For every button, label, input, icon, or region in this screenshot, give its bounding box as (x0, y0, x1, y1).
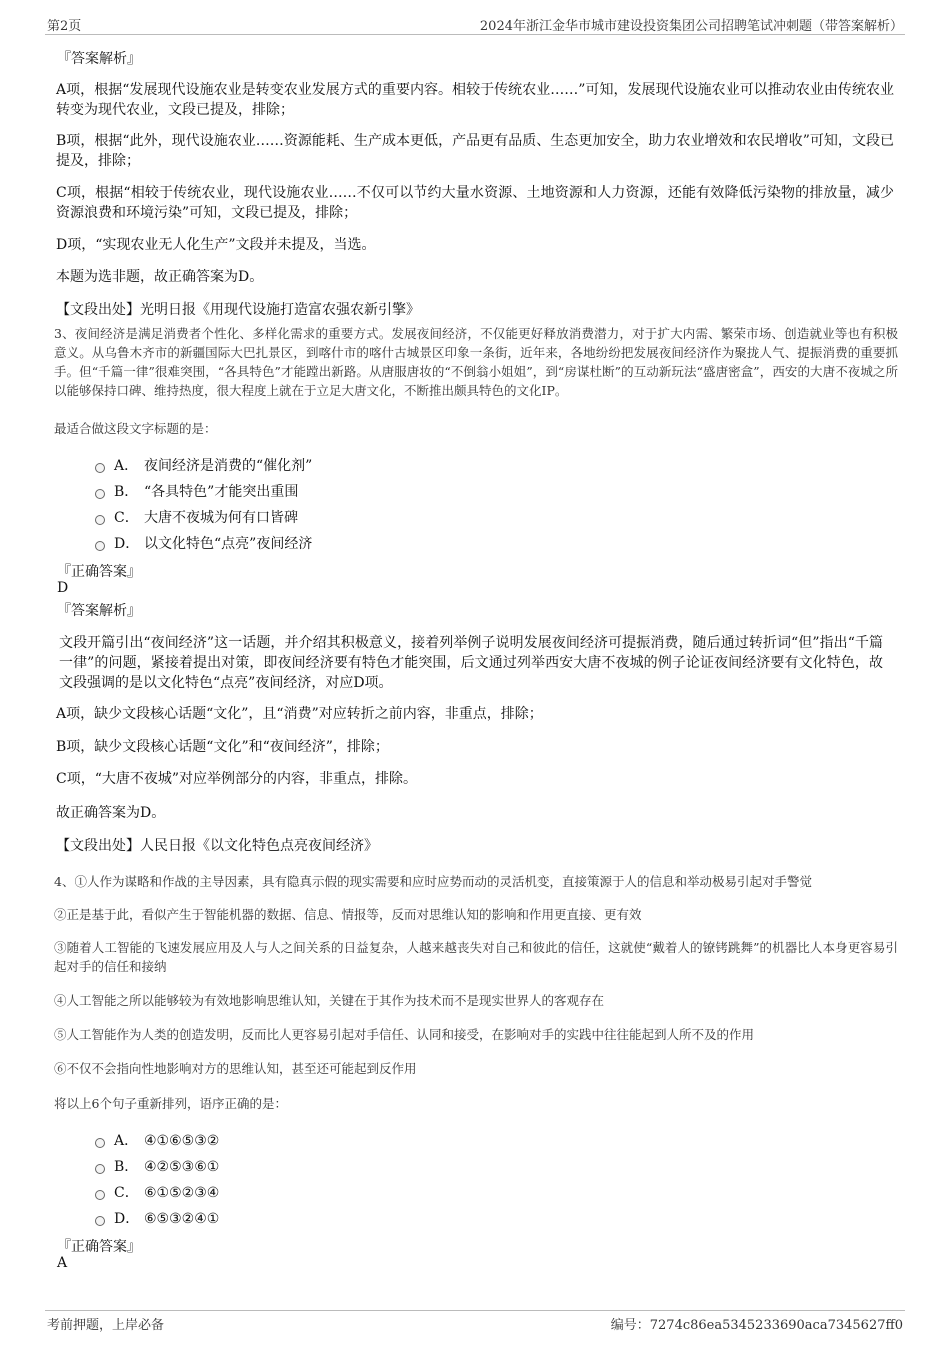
q4-option-a[interactable]: A． ④①⑥⑤③② (95, 1130, 219, 1150)
q3-option-b[interactable]: B． “各具特色”才能突出重围 (95, 481, 298, 501)
q4-option-c[interactable]: C． ⑥①⑤②③④ (95, 1182, 219, 1202)
radio-icon[interactable] (95, 1216, 105, 1226)
radio-icon[interactable] (95, 1138, 105, 1148)
radio-icon[interactable] (95, 489, 105, 499)
q4-answer-label: 『正确答案』 (57, 1239, 141, 1255)
q4-sentence-5: ⑤人工智能作为人类的创造发明，反而比人更容易引起对手信任、认同和接受，在影响对手的实践中往往能起到人所不及的作用 (54, 1027, 755, 1042)
radio-icon[interactable] (95, 541, 105, 551)
q2-conclusion: 本题为选非题，故正确答案为D。 (56, 269, 264, 285)
q3-option-a[interactable]: A． 夜间经济是消费的“催化剂” (95, 455, 312, 475)
radio-icon[interactable] (95, 515, 105, 525)
q3-source: 【文段出处】人民日报《以文化特色点亮夜间经济》 (56, 838, 378, 854)
q3-answer: D (57, 580, 69, 596)
page-number: 第2页 (47, 19, 82, 34)
q3-analysis-c: C项，“大唐不夜城”对应举例部分的内容，非重点，排除。 (56, 771, 418, 787)
q2-analysis-a: A项，根据“发展现代设施农业是转变农业发展方式的重要内容。相较于传统农业……”可知，发展现代设施农业可以推动农业由传统农业转变为现代农业，文段已提及，排除； (56, 82, 894, 118)
q4-option-d[interactable]: D． ⑥⑤③②④① (95, 1208, 219, 1228)
q4-sentence-6: ⑥不仅不会指向性地影响对方的思维认知，甚至还可能起到反作用 (54, 1061, 417, 1076)
q3-analysis-b: B项，缺少文段核心话题“文化”和“夜间经济”，排除； (56, 739, 389, 755)
q3-question: 最适合做这段文字标题的是： (54, 421, 217, 436)
q4-sentence-4: ④人工智能之所以能够较为有效地影响思维认知，关键在于其作为技术而不是现实世界人的客观存在 (54, 993, 605, 1008)
q3-analysis-main: 文段开篇引出“夜间经济”这一话题，并介绍其积极意义，接着列举例子说明发展夜间经济可提振消费，随后通过转折词“但”指出“千篇一律”的问题，紧接着提出对策，即夜间经济要有特色才能突围，后文通过列举西安大唐不夜城的例子论证夜间经济要有文化特色，故文段强调的是以文化特色“点亮”夜间经济，对应D项。 (59, 635, 883, 691)
document-title: 2024年浙江金华市城市建设投资集团公司招聘笔试冲刺题（带答案解析） (479, 19, 903, 34)
q2-analysis-b: B项，根据“此外，现代设施农业……资源能耗、生产成本更低，产品更有品质、生态更加安全，助力农业增效和农民增收”可知，文段已提及，排除； (56, 133, 894, 169)
page-header (45, 14, 905, 35)
footer-serial: 编号：7274c86ea5345233690aca7345627ff0 (610, 1318, 903, 1333)
q3-analysis-a: A项，缺少文段核心话题“文化”，且“消费”对应转折之前内容，非重点，排除； (56, 706, 543, 722)
q3-analysis-label: 『答案解析』 (57, 603, 141, 619)
q2-source: 【文段出处】光明日报《用现代设施打造富农强农新引擎》 (56, 302, 420, 318)
q3-conclusion: 故正确答案为D。 (56, 805, 166, 821)
q2-analysis-d: D项，“实现农业无人化生产”文段并未提及，当选。 (56, 237, 376, 253)
radio-icon[interactable] (95, 1190, 105, 1200)
q3-option-d[interactable]: D． 以文化特色“点亮”夜间经济 (95, 533, 312, 553)
q3-answer-label: 『正确答案』 (57, 564, 141, 580)
footer-slogan: 考前押题，上岸必备 (47, 1318, 165, 1333)
radio-icon[interactable] (95, 463, 105, 473)
q3-option-c[interactable]: C． 大唐不夜城为何有口皆碑 (95, 507, 298, 527)
q3-stem: 3、夜间经济是满足消费者个性化、多样化需求的重要方式。发展夜间经济，不仅能更好释放消费潜力，对于扩大内需、繁荣市场、创造就业等也有积极意义。从乌鲁木齐市的新疆国际大巴扎景区，到喀什市的喀什古城景区印象一条街，近年来，各地纷纷把发展夜间经济作为聚拢人气、提振消费的重要抓手。但“千篇一律”很难突围，“各具特色”才能蹚出新路。从唐服唐妆的“不倒翁小姐姐”，到“房谋杜断”的互动新玩法“盛唐密盒”，西安的大唐不夜城之所以能够保持口碑、维持热度，很大程度上就在于立足大唐文化，不断推出颇具特色的文化IP。 (54, 326, 898, 398)
q4-option-b[interactable]: B． ④②⑤③⑥① (95, 1156, 219, 1176)
q4-question: 将以上6个句子重新排列，语序正确的是： (54, 1096, 287, 1111)
q2-analysis-label: 『答案解析』 (57, 51, 141, 67)
q4-sentence-3: ③随着人工智能的飞速发展应用及人与人之间关系的日益复杂，人越来越丧失对自己和彼此的信任，这就使“戴着人的镣铐跳舞”的机器比人本身更容易引起对手的信任和接纳 (54, 940, 898, 974)
q4-sentence-2: ②正是基于此，看似产生于智能机器的数据、信息、情报等，反而对思维认知的影响和作用更直接、更有效 (54, 907, 642, 922)
radio-icon[interactable] (95, 1164, 105, 1174)
q4-sentence-1: 4、①人作为谋略和作战的主导因素，具有隐真示假的现实需要和应时应势而动的灵活机变，直接策源于人的信息和举动极易引起对手警觉 (54, 874, 812, 889)
q2-analysis-c: C项，根据“相较于传统农业，现代设施农业……不仅可以节约大量水资源、土地资源和人力资源，还能有效降低污染物的排放量，减少资源浪费和环境污染”可知，文段已提及，排除； (56, 185, 894, 221)
q4-answer: A (57, 1255, 68, 1271)
page-footer (45, 1310, 905, 1334)
